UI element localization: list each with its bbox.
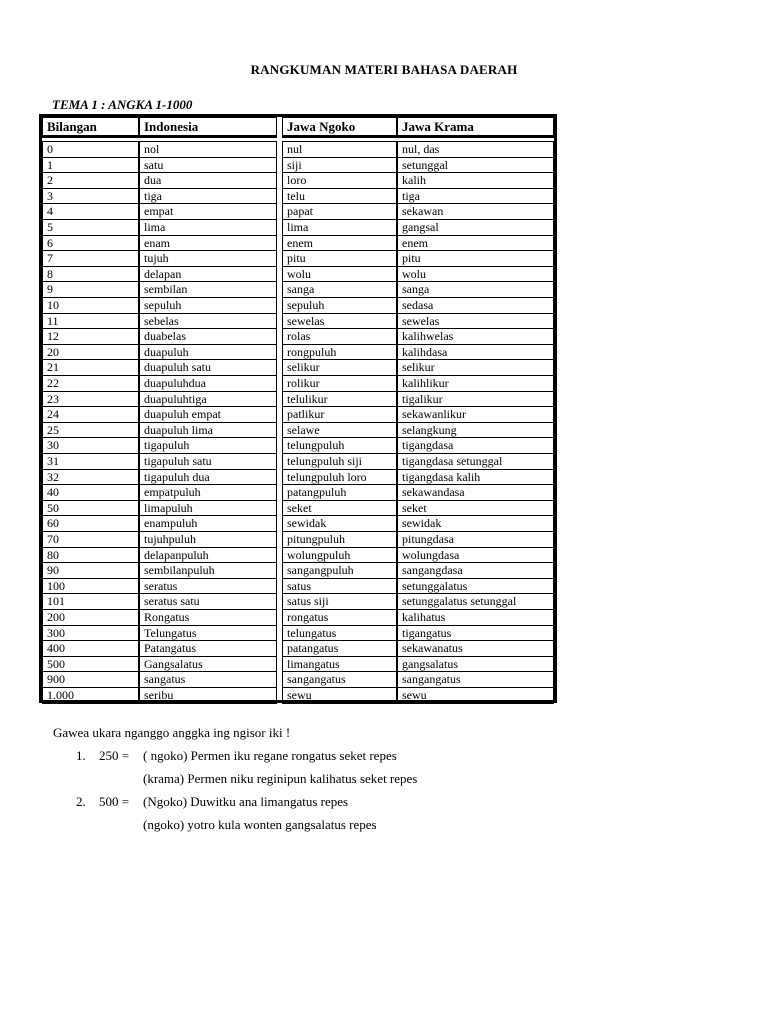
table-cell-col-jawa-krama: kalihatus [397, 609, 554, 626]
table-cell-col-jawa-krama: sangangatus [397, 671, 554, 688]
table-cell-col-jawa-ngoko: pitu [282, 250, 397, 267]
exercise-value: 250 = [99, 748, 130, 763]
table-cell-col-bilangan: 9 [42, 281, 139, 298]
table-cell-col-indonesia: Patangatus [139, 640, 277, 657]
table-cell-col-bilangan: 50 [42, 500, 139, 517]
table-cell-col-indonesia: tiga [139, 188, 277, 205]
table-cell-col-jawa-krama: setunggalatus [397, 578, 554, 595]
exercise-sentence: (krama) Permen niku reginipun kalihatus seket repes [143, 771, 418, 786]
table-cell-col-jawa-ngoko: loro [282, 172, 397, 189]
table-cell-col-jawa-krama: enem [397, 235, 554, 252]
table-cell-col-bilangan: 30 [42, 437, 139, 454]
table-cell-col-jawa-ngoko: patangatus [282, 640, 397, 657]
table-cell-col-jawa-ngoko: patangpuluh [282, 484, 397, 501]
header-col-indonesia: Indonesia [139, 117, 277, 138]
table-cell-col-bilangan: 31 [42, 453, 139, 470]
page-title: RANGKUMAN MATERI BAHASA DAERAH [250, 62, 518, 77]
table-cell-col-jawa-krama: setunggal [397, 157, 554, 174]
table-cell-col-jawa-krama: gangsalatus [397, 656, 554, 673]
table-cell-col-jawa-ngoko: telungpuluh loro [282, 469, 397, 486]
table-cell-col-bilangan: 5 [42, 219, 139, 236]
table-cell-col-bilangan: 2 [42, 172, 139, 189]
table-cell-col-jawa-krama: sekawan [397, 203, 554, 220]
table-cell-col-jawa-krama: sekawandasa [397, 484, 554, 501]
table-cell-col-jawa-krama: tigalikur [397, 391, 554, 408]
table-cell-col-jawa-ngoko: telungatus [282, 625, 397, 642]
table-cell-col-bilangan: 25 [42, 422, 139, 439]
table-cell-col-jawa-krama: selikur [397, 359, 554, 376]
table-cell-col-jawa-ngoko: sanga [282, 281, 397, 298]
table-cell-col-indonesia: tujuh [139, 250, 277, 267]
table-cell-col-bilangan: 4 [42, 203, 139, 220]
table-cell-col-indonesia: empatpuluh [139, 484, 277, 501]
table-cell-col-jawa-krama: sewelas [397, 313, 554, 330]
table-cell-col-jawa-krama: nul, das [397, 141, 554, 158]
table-cell-col-indonesia: tigapuluh dua [139, 469, 277, 486]
table-cell-col-indonesia: Telungatus [139, 625, 277, 642]
table-cell-col-jawa-ngoko: telu [282, 188, 397, 205]
table-cell-col-jawa-ngoko: sangangatus [282, 671, 397, 688]
table-cell-col-jawa-ngoko: rongatus [282, 609, 397, 626]
table-cell-col-indonesia: nol [139, 141, 277, 158]
table-cell-col-indonesia: tigapuluh [139, 437, 277, 454]
table-cell-col-jawa-krama: sekawanatus [397, 640, 554, 657]
table-cell-col-jawa-ngoko: telulikur [282, 391, 397, 408]
table-cell-col-jawa-ngoko: rolas [282, 328, 397, 345]
table-cell-col-jawa-ngoko: sewelas [282, 313, 397, 330]
table-cell-col-bilangan: 200 [42, 609, 139, 626]
table-cell-col-bilangan: 7 [42, 250, 139, 267]
table-cell-col-bilangan: 23 [42, 391, 139, 408]
table-cell-col-indonesia: duapuluh satu [139, 359, 277, 376]
table-cell-col-jawa-ngoko: papat [282, 203, 397, 220]
exercise-sentence: (Ngoko) Duwitku ana limangatus repes [143, 794, 349, 809]
table-cell-col-indonesia: seratus satu [139, 593, 277, 610]
table-cell-col-jawa-ngoko: rongpuluh [282, 344, 397, 361]
table-cell-col-indonesia: delapanpuluh [139, 547, 277, 564]
table-cell-col-bilangan: 10 [42, 297, 139, 314]
table-cell-col-bilangan: 1 [42, 157, 139, 174]
table-cell-col-indonesia: tigapuluh satu [139, 453, 277, 470]
table-cell-col-jawa-ngoko: pitungpuluh [282, 531, 397, 548]
table-cell-col-bilangan: 8 [42, 266, 139, 283]
table-cell-col-jawa-ngoko: wolu [282, 266, 397, 283]
table-cell-col-jawa-ngoko: siji [282, 157, 397, 174]
table-cell-col-indonesia: enam [139, 235, 277, 252]
table-cell-col-indonesia: duapuluh [139, 344, 277, 361]
table-cell-col-jawa-ngoko: satus siji [282, 593, 397, 610]
instruction-text: Gawea ukara nganggo anggka ing ngisor iki ! [53, 725, 291, 740]
table-cell-col-bilangan: 11 [42, 313, 139, 330]
table-cell-col-indonesia: enampuluh [139, 515, 277, 532]
section-subtitle: TEMA 1 : ANGKA 1-1000 [52, 97, 193, 112]
table-cell-col-bilangan: 1.000 [42, 687, 139, 704]
table-cell-col-jawa-ngoko: wolungpuluh [282, 547, 397, 564]
exercise-number: 2. [76, 794, 86, 809]
table-cell-col-indonesia: sebelas [139, 313, 277, 330]
table-cell-col-bilangan: 100 [42, 578, 139, 595]
table-cell-col-jawa-ngoko: telungpuluh siji [282, 453, 397, 470]
table-cell-col-bilangan: 22 [42, 375, 139, 392]
table-cell-col-jawa-krama: sedasa [397, 297, 554, 314]
exercise-value: 500 = [99, 794, 130, 809]
table-cell-col-bilangan: 20 [42, 344, 139, 361]
table-cell-col-jawa-krama: pitungdasa [397, 531, 554, 548]
exercise-sentence: (ngoko) yotro kula wonten gangsalatus repes [143, 817, 377, 832]
table-cell-col-jawa-krama: pitu [397, 250, 554, 267]
table-cell-col-jawa-ngoko: telungpuluh [282, 437, 397, 454]
table-cell-col-jawa-krama: sekawanlikur [397, 406, 554, 423]
table-cell-col-indonesia: duapuluhtiga [139, 391, 277, 408]
header-col-jawa-krama: Jawa Krama [397, 117, 554, 138]
table-cell-col-bilangan: 90 [42, 562, 139, 579]
table-cell-col-jawa-ngoko: seket [282, 500, 397, 517]
table-cell-col-bilangan: 60 [42, 515, 139, 532]
table-cell-col-bilangan: 24 [42, 406, 139, 423]
table-cell-col-jawa-krama: kalihlikur [397, 375, 554, 392]
table-cell-col-jawa-krama: selangkung [397, 422, 554, 439]
table-cell-col-indonesia: duapuluh empat [139, 406, 277, 423]
table-cell-col-indonesia: sepuluh [139, 297, 277, 314]
table-cell-col-jawa-krama: sangangdasa [397, 562, 554, 579]
table-cell-col-indonesia: tujuhpuluh [139, 531, 277, 548]
table-cell-col-bilangan: 21 [42, 359, 139, 376]
table-cell-col-bilangan: 0 [42, 141, 139, 158]
table-cell-col-bilangan: 101 [42, 593, 139, 610]
table-cell-col-jawa-ngoko: limangatus [282, 656, 397, 673]
table-cell-col-jawa-krama: kalihdasa [397, 344, 554, 361]
table-cell-col-jawa-krama: tiga [397, 188, 554, 205]
table-cell-col-bilangan: 300 [42, 625, 139, 642]
table-cell-col-bilangan: 40 [42, 484, 139, 501]
table-cell-col-indonesia: Rongatus [139, 609, 277, 626]
table-cell-col-jawa-ngoko: sangangpuluh [282, 562, 397, 579]
table-cell-col-bilangan: 3 [42, 188, 139, 205]
number-table [39, 114, 557, 703]
table-cell-col-indonesia: sembilanpuluh [139, 562, 277, 579]
table-cell-col-indonesia: delapan [139, 266, 277, 283]
table-cell-col-indonesia: seratus [139, 578, 277, 595]
table-cell-col-bilangan: 500 [42, 656, 139, 673]
table-cell-col-jawa-krama: wolu [397, 266, 554, 283]
table-cell-col-indonesia: lima [139, 219, 277, 236]
table-cell-col-jawa-ngoko: enem [282, 235, 397, 252]
table-cell-col-indonesia: duapuluhdua [139, 375, 277, 392]
table-cell-col-indonesia: sangatus [139, 671, 277, 688]
table-cell-col-jawa-ngoko: selawe [282, 422, 397, 439]
exercise-sentence: ( ngoko) Permen iku regane rongatus seket repes [143, 748, 397, 763]
table-cell-col-jawa-krama: gangsal [397, 219, 554, 236]
table-cell-col-bilangan: 900 [42, 671, 139, 688]
table-cell-col-jawa-ngoko: rolikur [282, 375, 397, 392]
table-cell-col-indonesia: duapuluh lima [139, 422, 277, 439]
table-cell-col-indonesia: sembilan [139, 281, 277, 298]
table-cell-col-jawa-krama: kalihwelas [397, 328, 554, 345]
table-cell-col-indonesia: duabelas [139, 328, 277, 345]
table-cell-col-jawa-ngoko: selikur [282, 359, 397, 376]
table-cell-col-bilangan: 400 [42, 640, 139, 657]
table-cell-col-jawa-krama: sewidak [397, 515, 554, 532]
table-cell-col-jawa-krama: wolungdasa [397, 547, 554, 564]
table-cell-col-jawa-ngoko: sewu [282, 687, 397, 704]
table-cell-col-indonesia: limapuluh [139, 500, 277, 517]
table-cell-col-jawa-krama: tigangdasa setunggal [397, 453, 554, 470]
table-cell-col-indonesia: dua [139, 172, 277, 189]
header-col-bilangan: Bilangan [42, 117, 139, 138]
table-cell-col-jawa-ngoko: nul [282, 141, 397, 158]
table-cell-col-bilangan: 6 [42, 235, 139, 252]
header-col-jawa-ngoko: Jawa Ngoko [282, 117, 397, 138]
table-cell-col-indonesia: Gangsalatus [139, 656, 277, 673]
table-cell-col-bilangan: 80 [42, 547, 139, 564]
exercise-number: 1. [76, 748, 86, 763]
table-cell-col-jawa-krama: setunggalatus setunggal [397, 593, 554, 610]
table-cell-col-bilangan: 32 [42, 469, 139, 486]
table-cell-col-jawa-krama: tigangdasa kalih [397, 469, 554, 486]
table-cell-col-jawa-krama: sanga [397, 281, 554, 298]
table-cell-col-jawa-ngoko: satus [282, 578, 397, 595]
table-cell-col-jawa-ngoko: sepuluh [282, 297, 397, 314]
table-cell-col-indonesia: empat [139, 203, 277, 220]
table-cell-col-indonesia: seribu [139, 687, 277, 704]
table-cell-col-jawa-ngoko: lima [282, 219, 397, 236]
table-cell-col-jawa-ngoko: patlikur [282, 406, 397, 423]
table-cell-col-bilangan: 12 [42, 328, 139, 345]
table-cell-col-jawa-krama: kalih [397, 172, 554, 189]
table-cell-col-indonesia: satu [139, 157, 277, 174]
table-cell-col-bilangan: 70 [42, 531, 139, 548]
table-cell-col-jawa-krama: sewu [397, 687, 554, 704]
table-cell-col-jawa-krama: tigangdasa [397, 437, 554, 454]
table-cell-col-jawa-krama: seket [397, 500, 554, 517]
table-cell-col-jawa-ngoko: sewidak [282, 515, 397, 532]
table-cell-col-jawa-krama: tigangatus [397, 625, 554, 642]
